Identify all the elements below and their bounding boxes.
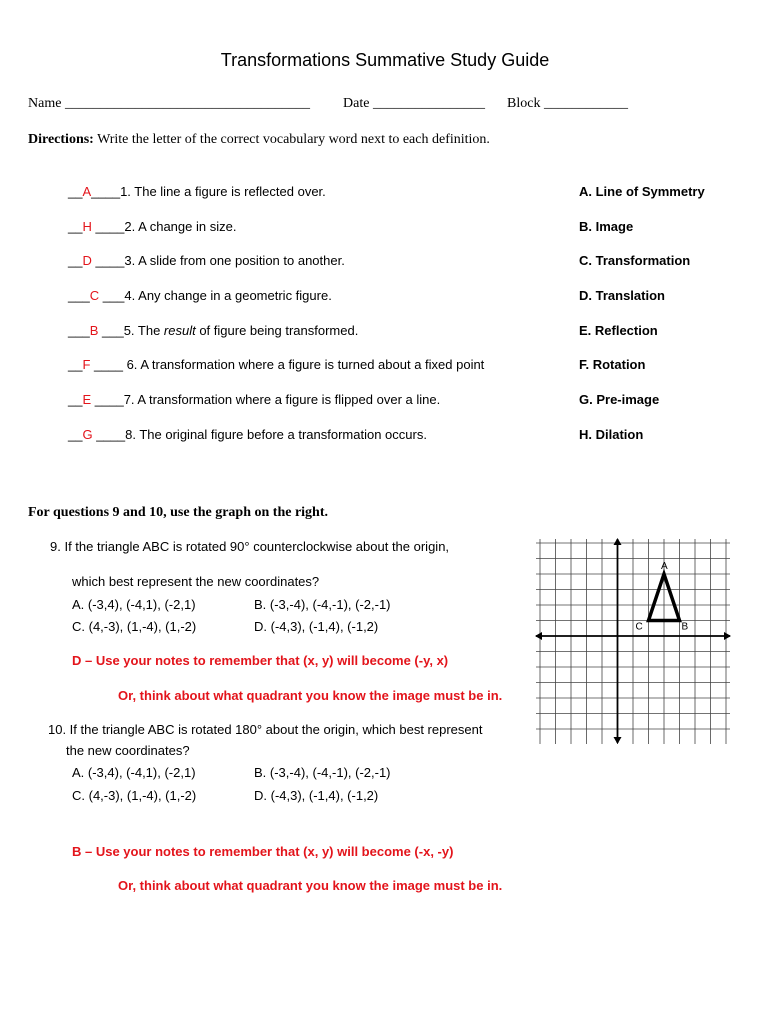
definition-text: 6. A transformation where a figure is turned about a fixed point	[126, 357, 485, 372]
date-field	[343, 96, 485, 112]
q10-answer: B – Use your notes to remember that (x, y) will become (-x, -y)	[72, 844, 454, 859]
x-axis-arrow-left	[535, 632, 542, 640]
q9-prompt-2: which best represent the new coordinates?	[72, 574, 320, 589]
directions	[28, 132, 490, 148]
vocab-item: H. Dilation	[579, 427, 644, 442]
directions-text: Write the letter of the correct vocabulary word next to each definition.	[93, 132, 490, 147]
grid-lines	[536, 539, 730, 744]
name-label: Name	[28, 96, 62, 111]
q9-prompt: 9. If the triangle ABC is rotated 90° counterclockwise about the origin,	[50, 539, 450, 554]
definition-text: 5. The result of figure being transformed.	[123, 323, 359, 338]
q10-option-c: C. (4,-3), (1,-4), (1,-2)	[72, 788, 197, 803]
definition-item: __D ____3. A slide from one position to another.	[68, 253, 345, 268]
answer-letter: B	[89, 323, 99, 338]
q10-prompt: 10. If the triangle ABC is rotated 180° about the origin, which best represent	[48, 722, 483, 737]
definition-item: __F ____ 6. A transformation where a figure is turned about a fixed point	[68, 357, 485, 372]
definition-text: 1. The line a figure is reflected over.	[120, 184, 326, 199]
vertex-label-b: B	[681, 621, 689, 633]
q10-answer-hint: Or, think about what quadrant you know the image must be in.	[118, 878, 503, 893]
definition-item: __A____1. The line a figure is reflected over.	[68, 184, 326, 199]
y-axis-arrow-down	[614, 737, 622, 744]
q9-answer-hint: Or, think about what quadrant you know the image must be in.	[118, 688, 503, 703]
directions-label: Directions:	[28, 132, 94, 147]
vocab-item: D. Translation	[579, 288, 665, 303]
block-label: Block	[507, 96, 541, 111]
date-label: Date	[343, 96, 370, 111]
vocab-item: F. Rotation	[579, 357, 646, 372]
definition-item: __H ____2. A change in size.	[68, 219, 237, 234]
vertex-label-a: A	[661, 561, 668, 572]
definition-text: 3. A slide from one position to another.	[124, 253, 345, 268]
q9-option-a: A. (-3,4), (-4,1), (-2,1)	[72, 597, 196, 612]
answer-letter: F	[82, 357, 91, 372]
q10-option-a: A. (-3,4), (-4,1), (-2,1)	[72, 765, 196, 780]
block-line: ____________	[543, 96, 628, 111]
q9-option-b: B. (-3,-4), (-4,-1), (-2,-1)	[254, 597, 391, 612]
answer-letter: A	[82, 184, 92, 199]
q10-option-d: D. (-4,3), (-1,4), (-1,2)	[254, 788, 379, 803]
vocab-item: G. Pre-image	[579, 392, 660, 407]
answer-letter: C	[89, 288, 100, 303]
definition-text: 2. A change in size.	[124, 219, 237, 234]
vertex-label-c: C	[635, 621, 643, 633]
q9-option-c: C. (4,-3), (1,-4), (1,-2)	[72, 619, 197, 634]
vocab-item: C. Transformation	[579, 253, 691, 268]
definition-text: 4. Any change in a geometric figure.	[124, 288, 332, 303]
y-axis-arrow-up	[614, 538, 622, 545]
answer-letter: E	[82, 392, 92, 407]
name-field	[28, 96, 310, 112]
definition-item: ___C ___4. Any change in a geometric figure.	[68, 288, 332, 303]
q9-answer: D – Use your notes to remember that (x, y) will become (-y, x)	[72, 653, 449, 668]
name-line: ___________________________________	[64, 96, 310, 111]
graph-section-heading: For questions 9 and 10, use the graph on the right.	[28, 505, 329, 520]
x-axis-arrow-right	[724, 632, 731, 640]
q10-option-b: B. (-3,-4), (-4,-1), (-2,-1)	[254, 765, 391, 780]
page-title: Transformations Summative Study Guide	[220, 50, 550, 70]
definition-item: ___B ___5. The result of figure being transformed.	[68, 323, 359, 338]
vocab-item: B. Image	[579, 219, 634, 234]
q9-option-d: D. (-4,3), (-1,4), (-1,2)	[254, 619, 379, 634]
definition-text: 8. The original figure before a transformation occurs.	[125, 427, 427, 442]
answer-letter: H	[82, 219, 92, 234]
vocab-item: A. Line of Symmetry	[579, 184, 705, 199]
date-line: ________________	[372, 96, 485, 111]
coordinate-grid	[535, 538, 731, 744]
definition-item: __E ____7. A transformation where a figure is flipped over a line.	[68, 392, 441, 407]
answer-letter: D	[82, 253, 92, 268]
vocab-item: E. Reflection	[579, 323, 658, 338]
answer-letter: G	[82, 427, 93, 442]
definition-item: __G ____8. The original figure before a transformation occurs.	[68, 427, 427, 442]
block-field	[507, 96, 628, 112]
q10-prompt-2: the new coordinates?	[66, 743, 190, 758]
definition-text: 7. A transformation where a figure is flipped over a line.	[123, 392, 441, 407]
